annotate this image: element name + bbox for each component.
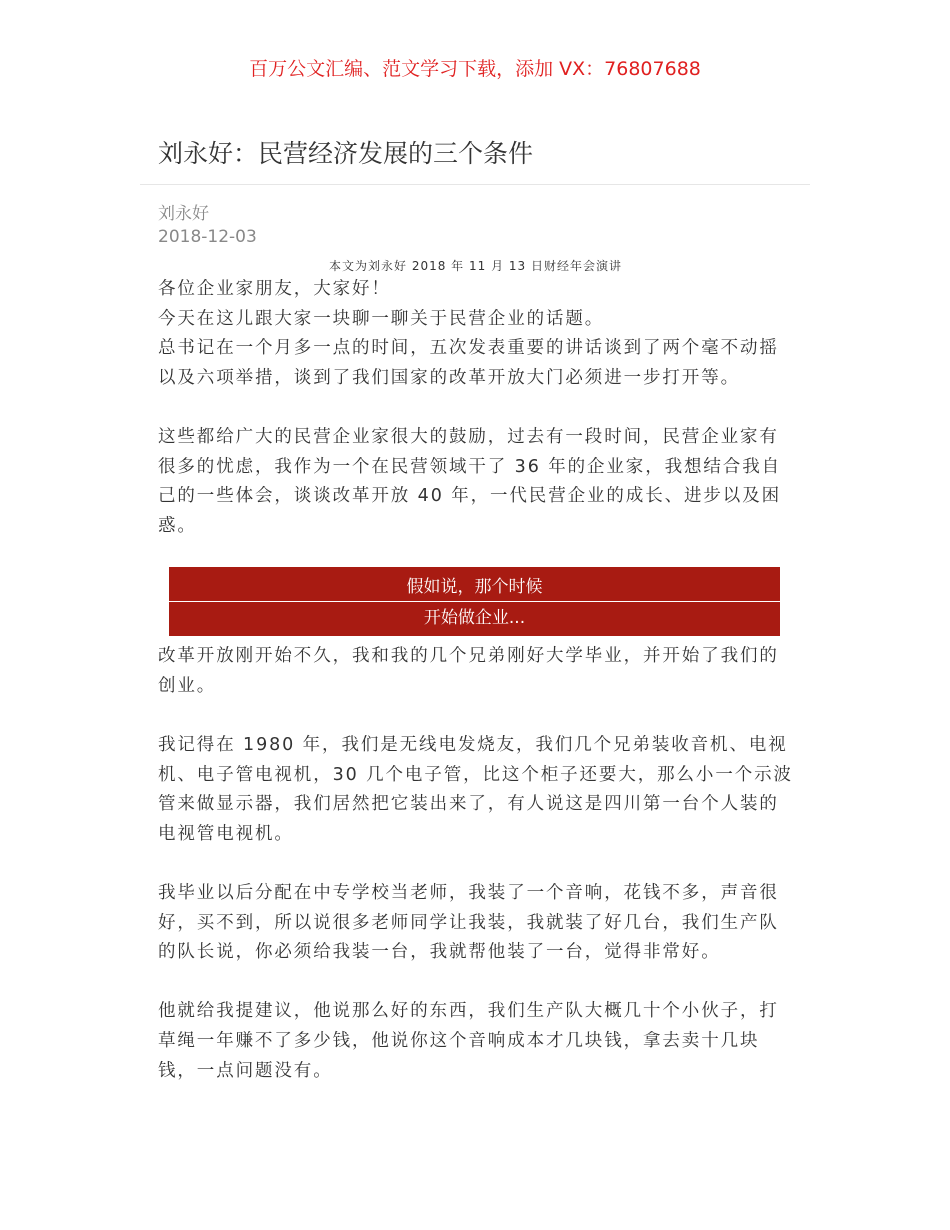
section-callout [169, 567, 780, 636]
title-divider [140, 184, 810, 185]
paragraph: 总书记在一个月多一点的时间，五次发表重要的讲话谈到了两个毫不动摇以及六项举措，谈到了我们国家的改革开放大门必须进一步打开等。 [158, 338, 779, 388]
paragraph-gap [158, 968, 793, 998]
paragraph-gap [158, 393, 793, 423]
author-name: 刘永好 [158, 204, 209, 224]
intro-note: 本文为刘永好 2018 年 11 月 13 日财经年会演讲 [329, 259, 622, 273]
paragraph: 今天在这儿跟大家一块聊一聊关于民营企业的话题。 [158, 308, 605, 329]
article-body [140, 257, 793, 1086]
article-title: 刘永好：民营经济发展的三个条件 [158, 139, 534, 168]
paragraph-gap [158, 702, 793, 732]
paragraph-gap [158, 850, 793, 880]
paragraph: 改革开放刚开始不久，我和我的几个兄弟刚好大学毕业，并开始了我们的创业。 [158, 646, 779, 696]
publish-date: 2018-12-03 [158, 227, 257, 247]
paragraph: 这些都给广大的民营企业家很大的鼓励，过去有一段时间，民营企业家有很多的忧虑，我作为一个在民营领域干了 36 年的企业家，我想结合我自己的一些体会，谈谈改革开放 40 年，一代民营企业的成长、进步以及困惑。 [158, 426, 781, 536]
callout-line-2: 开始做企业... [169, 602, 780, 636]
paragraph: 他就给我提建议，他说那么好的东西，我们生产队大概几十个小伙子，打草绳一年赚不了多少钱，他说你这个音响成本才几块钱，拿去卖十几块钱，一点问题没有。 [158, 1001, 779, 1081]
paragraph: 我记得在 1980 年，我们是无线电发烧友，我们几个兄弟装收音机、电视机、电子管电视机，30 几个电子管，比这个柜子还要大，那么小一个示波管来做显示器，我们居然把它装出来了，有人说这是四川第一台个人装的电视管电视机。 [158, 735, 793, 844]
article-meta [140, 203, 810, 249]
callout-line-1: 假如说，那个时候 [169, 567, 780, 601]
paragraph: 各位企业家朋友，大家好！ [158, 279, 391, 299]
paragraph: 我毕业以后分配在中专学校当老师，我装了一个音响，花钱不多，声音很好，买不到，所以说很多老师同学让我装，我就装了好几台，我们生产队的队长说，你必须给我装一台，我就帮他装了一台，觉得非常好。 [158, 883, 779, 963]
article [140, 136, 810, 1086]
promo-banner: 百万公文汇编、范文学习下载，添加 VX：76807688 [249, 58, 701, 80]
